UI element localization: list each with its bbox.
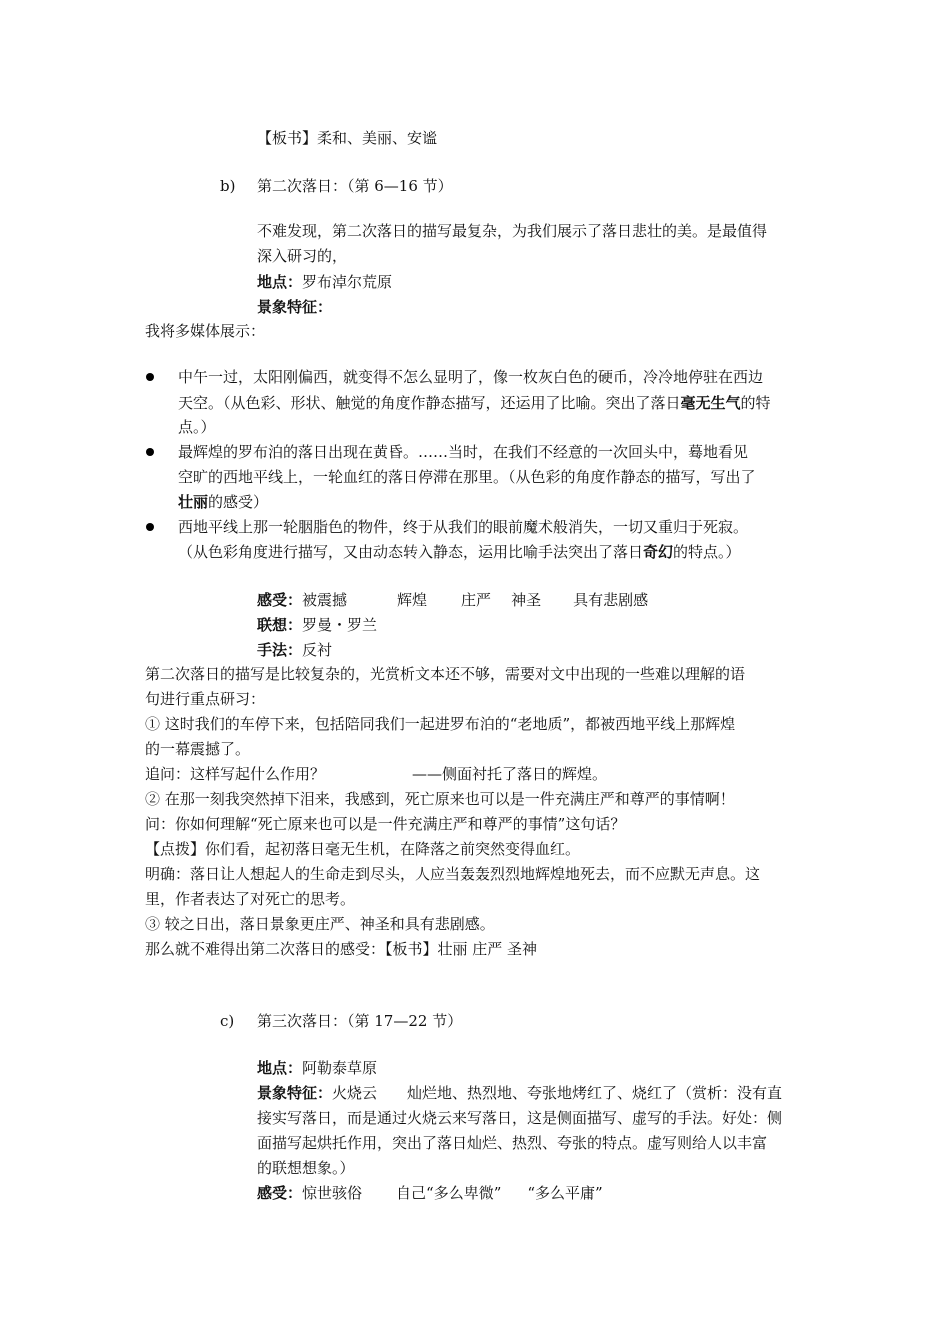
hint-note: 【点拨】你们看，起初落日毫无生机，在降落之前突然变得血红。 xyxy=(145,840,581,858)
bullet-1-line1: 中午一过，太阳刚偏西，就变得不怎么显明了，像一枚灰白色的硬币，冷冷地停驻在西边 xyxy=(178,368,764,386)
technique-label: 手法： xyxy=(257,641,303,659)
section-b-intro-line2: 深入研习的， xyxy=(257,247,348,265)
section-c-place xyxy=(257,1056,377,1081)
bullet-3-emphasis: 奇幻 xyxy=(643,543,674,561)
board-note-1: 【板书】柔和、美丽、安谧 xyxy=(257,129,438,147)
feel-item: 惊世骇俗 xyxy=(302,1184,363,1202)
feel-item: 自己“多么卑微” xyxy=(396,1184,502,1202)
bullet-1-emphasis: 毫无生气 xyxy=(680,394,741,412)
feel-item: 神圣 xyxy=(511,591,542,609)
bullet-3-line2 xyxy=(178,540,741,565)
section-c-feature-line1 xyxy=(257,1081,782,1106)
bullet-1-text: 天空。（从色彩、形状、触觉的角度作静态描写，还运用了比喻。突出了落日 xyxy=(178,394,681,412)
feel-item: 辉煌 xyxy=(397,591,428,609)
feel-item: “多么平庸” xyxy=(527,1184,603,1202)
bullet-icon xyxy=(146,523,154,531)
place-label: 地点： xyxy=(257,273,303,291)
analysis-para-line1: 第二次落日的描写是比较复杂的，光赏析文本还不够，需要对文中出现的一些难以理解的语 xyxy=(145,665,746,683)
section-c-feature-line3: 面描写起烘托作用，突出了落日灿烂、热烈、夸张的特点。虚写则给人以丰富 xyxy=(257,1134,768,1152)
bullet-3-text: （从色彩角度进行描写，又由动态转入静态，运用比喻手法突出了落日 xyxy=(178,543,644,561)
feel-label: 感受： xyxy=(257,591,303,609)
bullet-1-line2 xyxy=(178,391,771,416)
conclusion-board-note: 那么就不难得出第二次落日的感受：【板书】壮丽 庄严 圣神 xyxy=(145,940,538,958)
feel-label: 感受： xyxy=(257,1184,303,1202)
section-c-feature-line2: 接实写落日，而是通过火烧云来写落日，这是侧面描写、虚写的手法。好处：侧 xyxy=(257,1109,783,1127)
question-1-line1: ① 这时我们的车停下来，包括陪同我们一起进罗布泊的“老地质”，都被西地平线上那辉煌 xyxy=(145,715,736,733)
section-c-feelings xyxy=(257,1181,603,1206)
section-b-feelings xyxy=(257,588,648,613)
bullet-3-line1: 西地平线上那一轮胭脂色的物件，终于从我们的眼前魔术般消失，一切又重归于死寂。 xyxy=(178,518,749,536)
section-b-association xyxy=(257,613,377,638)
bullet-2-line3 xyxy=(178,490,268,515)
feature-label: 景象特征： xyxy=(257,1084,333,1102)
follow-up-question: 追问：这样写起什么作用？ xyxy=(145,765,326,783)
clarify-line1: 明确：落日让人想起人的生命走到尽头，人应当轰轰烈烈地辉煌地死去，而不应默无声息。这 xyxy=(145,865,761,883)
question-2-ask: 问：你如何理解“死亡原来也可以是一件充满庄严和尊严的事情”这句话？ xyxy=(145,815,626,833)
section-b-title: 第二次落日：（第 6—16 节） xyxy=(257,177,453,195)
bullet-2-text-end: 的感受） xyxy=(208,493,269,511)
feel-item: 被震撼 xyxy=(302,591,348,609)
assoc-value: 罗曼・罗兰 xyxy=(302,616,378,634)
section-c-title: 第三次落日：（第 17—22 节） xyxy=(257,1012,463,1030)
place-label: 地点： xyxy=(257,1059,303,1077)
bullet-icon xyxy=(146,373,154,381)
section-b-marker: b) xyxy=(220,177,236,195)
feature-text: 火烧云 灿烂地、热烈地、夸张地烤红了、烧红了（赏析：没有直 xyxy=(332,1084,783,1102)
section-b-place xyxy=(257,270,392,295)
bullet-1-text-end: 的特 xyxy=(740,394,771,412)
assoc-label: 联想： xyxy=(257,616,303,634)
clarify-line2: 里，作者表达了对死亡的思考。 xyxy=(145,890,356,908)
feel-item: 庄严 xyxy=(461,591,492,609)
place-value: 阿勒泰草原 xyxy=(302,1059,378,1077)
follow-up-answer: ——侧面衬托了落日的辉煌。 xyxy=(412,765,608,783)
question-3: ③ 较之日出，落日景象更庄严、神圣和具有悲剧感。 xyxy=(145,915,495,933)
question-2: ② 在那一刻我突然掉下泪来，我感到，死亡原来也可以是一件充满庄严和尊严的事情啊！ xyxy=(145,790,735,808)
section-b-feature-label: 景象特征： xyxy=(257,298,333,316)
place-value: 罗布淖尔荒原 xyxy=(302,273,393,291)
technique-value: 反衬 xyxy=(302,641,333,659)
bullet-icon xyxy=(146,448,154,456)
section-c-feature-line4: 的联想想象。） xyxy=(257,1159,355,1177)
bullet-2-line2: 空旷的西地平线上，一轮血红的落日停滞在那里。（从色彩的角度作静态的描写，写出了 xyxy=(178,468,756,486)
bullet-3-text-end: 的特点。） xyxy=(673,543,741,561)
feel-item: 具有悲剧感 xyxy=(573,591,649,609)
section-b-technique xyxy=(257,638,332,663)
section-b-intro-line1: 不难发现，第二次落日的描写最复杂，为我们展示了落日悲壮的美。是最值得 xyxy=(257,222,768,240)
bullet-2-line1: 最辉煌的罗布泊的落日出现在黄昏。……当时，在我们不经意的一次回头中，蓦地看见 xyxy=(178,443,749,461)
section-c-marker: c) xyxy=(220,1012,235,1030)
bullet-1-line3: 点。） xyxy=(178,418,216,436)
bullet-2-emphasis: 壮丽 xyxy=(178,493,209,511)
analysis-para-line2: 句进行重点研习： xyxy=(145,690,266,708)
question-1-line2: 的一幕震撼了。 xyxy=(145,740,251,758)
media-intro: 我将多媒体展示： xyxy=(145,322,266,340)
